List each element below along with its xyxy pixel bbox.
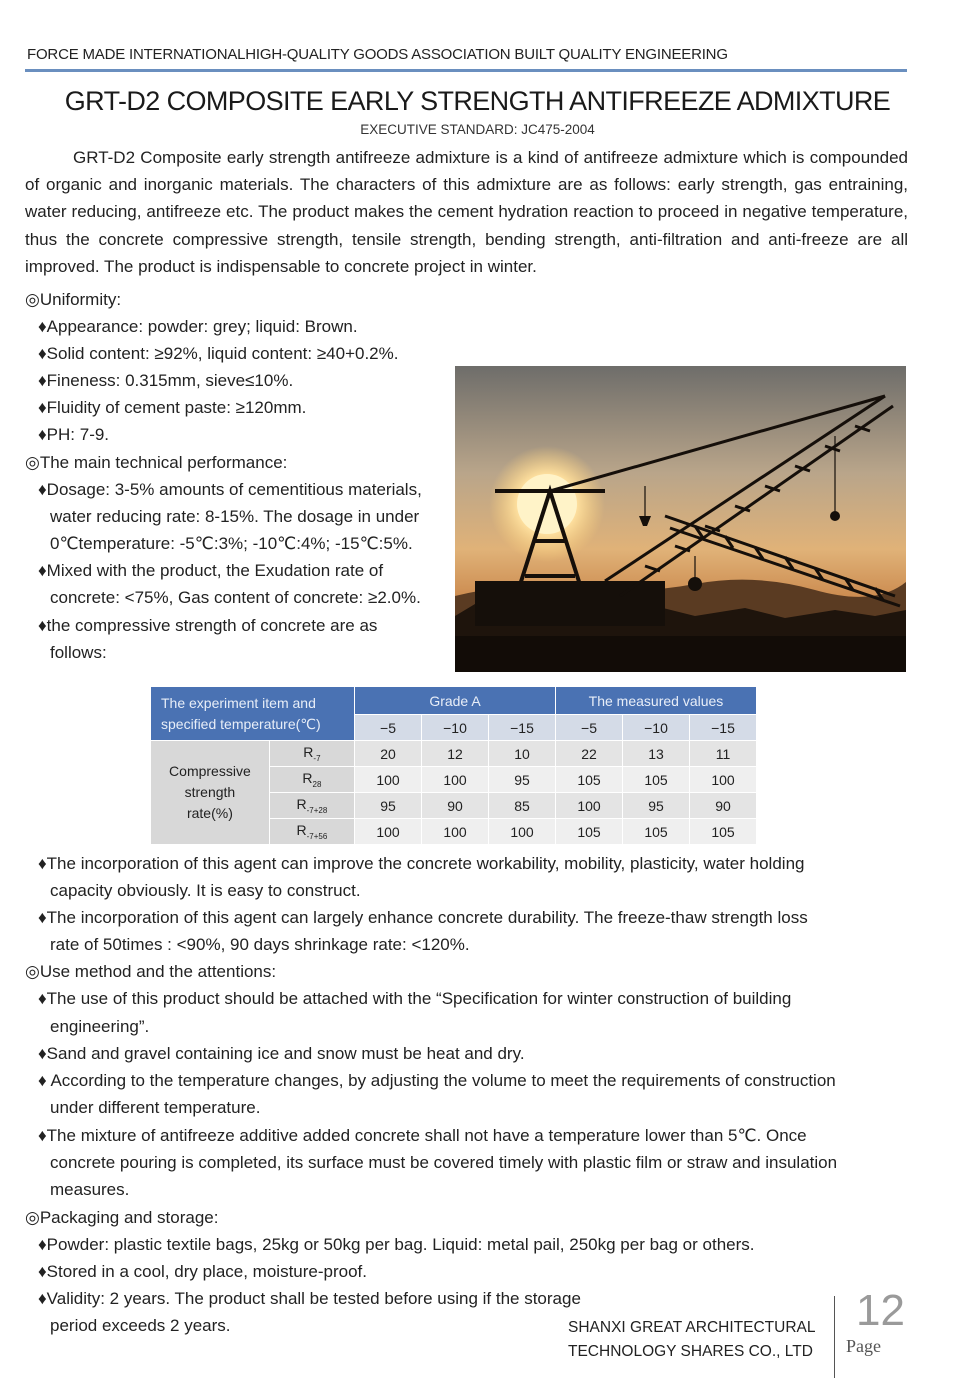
table-temp-header: −5 [355,715,422,741]
performance-mixed-line: concrete: <75%, Gas content of concrete: ≥2.0%. [50,588,421,607]
table-cell: 105 [623,819,690,845]
header-divider [25,69,907,72]
performance-dosage-line: water reducing rate: 8-15%. The dosage in under [50,507,420,526]
table-row-label [151,741,270,845]
table-cell: 22 [556,741,623,767]
executive-standard: EXECUTIVE STANDARD: JC475-2004 [360,122,595,137]
footer-company-line: SHANXI GREAT ARCHITECTURAL [568,1319,816,1336]
uniformity-item: ♦Fineness: 0.315mm, sieve≤10%. [38,371,294,390]
table-temp-header: −10 [422,715,489,741]
packaging-item-line: period exceeds 2 years. [50,1316,231,1335]
table-cell: 90 [422,793,489,819]
table-temp-header: −15 [489,715,556,741]
row-key-sub: -7 [313,753,321,763]
table-cell: 105 [690,819,757,845]
uniformity-item: ♦Solid content: ≥92%, liquid content: ≥40+0.2%. [38,344,399,363]
section-heading-performance: ◎The main technical performance: [25,453,288,472]
section-heading-packaging: ◎Packaging and storage: [25,1208,219,1227]
packaging-item-line: ♦Stored in a cool, dry place, moisture-proof. [38,1262,367,1281]
compressive-strength-table [150,686,757,845]
use-item-line: ♦ According to the temperature changes, by adjusting the volume to meet the requirements of construction [38,1071,836,1090]
table-corner-line: The experiment item and [161,694,316,711]
table-corner-header [151,687,355,741]
table-cell: 90 [690,793,757,819]
performance-mixed-line: ♦Mixed with the product, the Exudation rate of [38,561,384,580]
footer-company [568,1316,815,1364]
use-item-line: engineering”. [50,1017,150,1036]
table-cell: 100 [422,767,489,793]
table-temp-header: −5 [556,715,623,741]
page-title: GRT-D2 COMPOSITE EARLY STRENGTH ANTIFREEZE ADMIXTURE [64,86,891,116]
uniformity-item: ♦PH: 7-9. [38,425,110,444]
performance-bullet-line: ♦The incorporation of this agent can largely enhance concrete durability. The freeze-thaw strength loss [38,908,808,927]
table-row-label-line: rate(%) [186,805,233,821]
use-item-line: ♦Sand and gravel containing ice and snow must be heat and dry. [38,1044,525,1063]
table-cell: 100 [355,819,422,845]
use-item-line: ♦The mixture of antifreeze additive added concrete shall not have a temperature lower than 5℃. Once [38,1126,807,1145]
table-cell: 100 [489,819,556,845]
table-cell: 85 [489,793,556,819]
performance-bullet-line: ♦The incorporation of this agent can improve the concrete workability, mobility, plasticity, water holding [38,854,805,873]
row-key-name: R [302,770,313,787]
table-row-key [269,793,354,819]
header-tagline: FORCE MADE INTERNATIONALHIGH-QUALITY GOODS ASSOCIATION BUILT QUALITY ENGINEERING [27,46,728,63]
page-number: 12 [856,1286,905,1335]
use-item-line: measures. [50,1180,130,1199]
row-key-sub: -7+56 [306,831,328,841]
page-label: Page [846,1336,881,1356]
table-cell: 100 [556,793,623,819]
crane-sunset-photo [455,366,906,672]
performance-strength-line: follows: [50,643,107,662]
table-group-measured: The measured values [556,687,757,715]
section-heading-uniformity: ◎Uniformity: [25,290,122,309]
table-row-label-line: Compressive [169,763,251,779]
table-row [151,741,757,767]
crane-silhouette-image [455,366,906,672]
intro-paragraph: GRT-D2 Composite early strength antifreeze admixture is a kind of antifreeze admixture which is compounded of organic and inorganic materials. The characters of this admixture are as follows: early strength, gas entraining, water reducing, antifreeze etc. The product makes the cement hydration reaction to proceed in negative temperature, thus the concrete compressive strength, tensile strength, bending strength, anti-filtration and anti-freeze are all improved. The product is indispensable to concrete project in winter. [25,148,908,276]
table-temp-header: −15 [690,715,757,741]
table-cell: 105 [556,819,623,845]
uniformity-item: ♦Appearance: powder: grey; liquid: Brown. [38,317,358,336]
packaging-item-line: ♦Powder: plastic textile bags, 25kg or 50kg per bag. Liquid: metal pail, 250kg per bag or others. [38,1235,755,1254]
table-row-key [269,819,354,845]
footer-company-line: TECHNOLOGY SHARES CO., LTD [568,1343,813,1360]
performance-bullet-line: capacity obviously. It is easy to construct. [50,881,361,900]
table-corner-line: specified temperature(℃) [161,715,321,732]
performance-dosage-line: 0℃temperature: -5℃:3%; -10℃:4%; -15℃:5%. [50,534,413,553]
section-heading-use: ◎Use method and the attentions: [25,962,277,981]
table-cell: 13 [623,741,690,767]
table-row-key [269,741,354,767]
table-cell: 12 [422,741,489,767]
row-key-name: R [296,796,307,813]
table-group-grade-a: Grade A [355,687,556,715]
use-item-line: under different temperature. [50,1098,261,1117]
row-key-name: R [296,822,307,839]
performance-bullet-line: rate of 50times : <90%, 90 days shrinkage rate: <120%. [50,935,470,954]
table-cell: 100 [690,767,757,793]
performance-dosage-line: ♦Dosage: 3-5% amounts of cementitious materials, [38,480,422,499]
uniformity-item: ♦Fluidity of cement paste: ≥120mm. [38,398,307,417]
table-cell: 20 [355,741,422,767]
table-cell: 11 [690,741,757,767]
table-row-key [269,767,354,793]
table-cell: 100 [355,767,422,793]
footer-divider [834,1296,835,1378]
performance-strength-line: ♦the compressive strength of concrete are as [38,616,378,635]
packaging-item-line: ♦Validity: 2 years. The product shall be tested before using if the storage [38,1289,581,1308]
row-key-sub: -7+28 [306,805,328,815]
use-item-line: concrete pouring is completed, its surface must be covered timely with plastic film or straw and insulation [50,1153,838,1172]
table-row-label-line: strength [184,784,236,800]
row-key-name: R [303,744,314,761]
table-temp-header: −10 [623,715,690,741]
table-cell: 95 [489,767,556,793]
table-cell: 95 [355,793,422,819]
table-cell: 105 [623,767,690,793]
table-cell: 10 [489,741,556,767]
table-cell: 95 [623,793,690,819]
use-item-line: ♦The use of this product should be attached with the “Specification for winter construction of building [38,989,792,1008]
row-key-sub: 28 [312,779,322,789]
table-cell: 100 [422,819,489,845]
table-cell: 105 [556,767,623,793]
